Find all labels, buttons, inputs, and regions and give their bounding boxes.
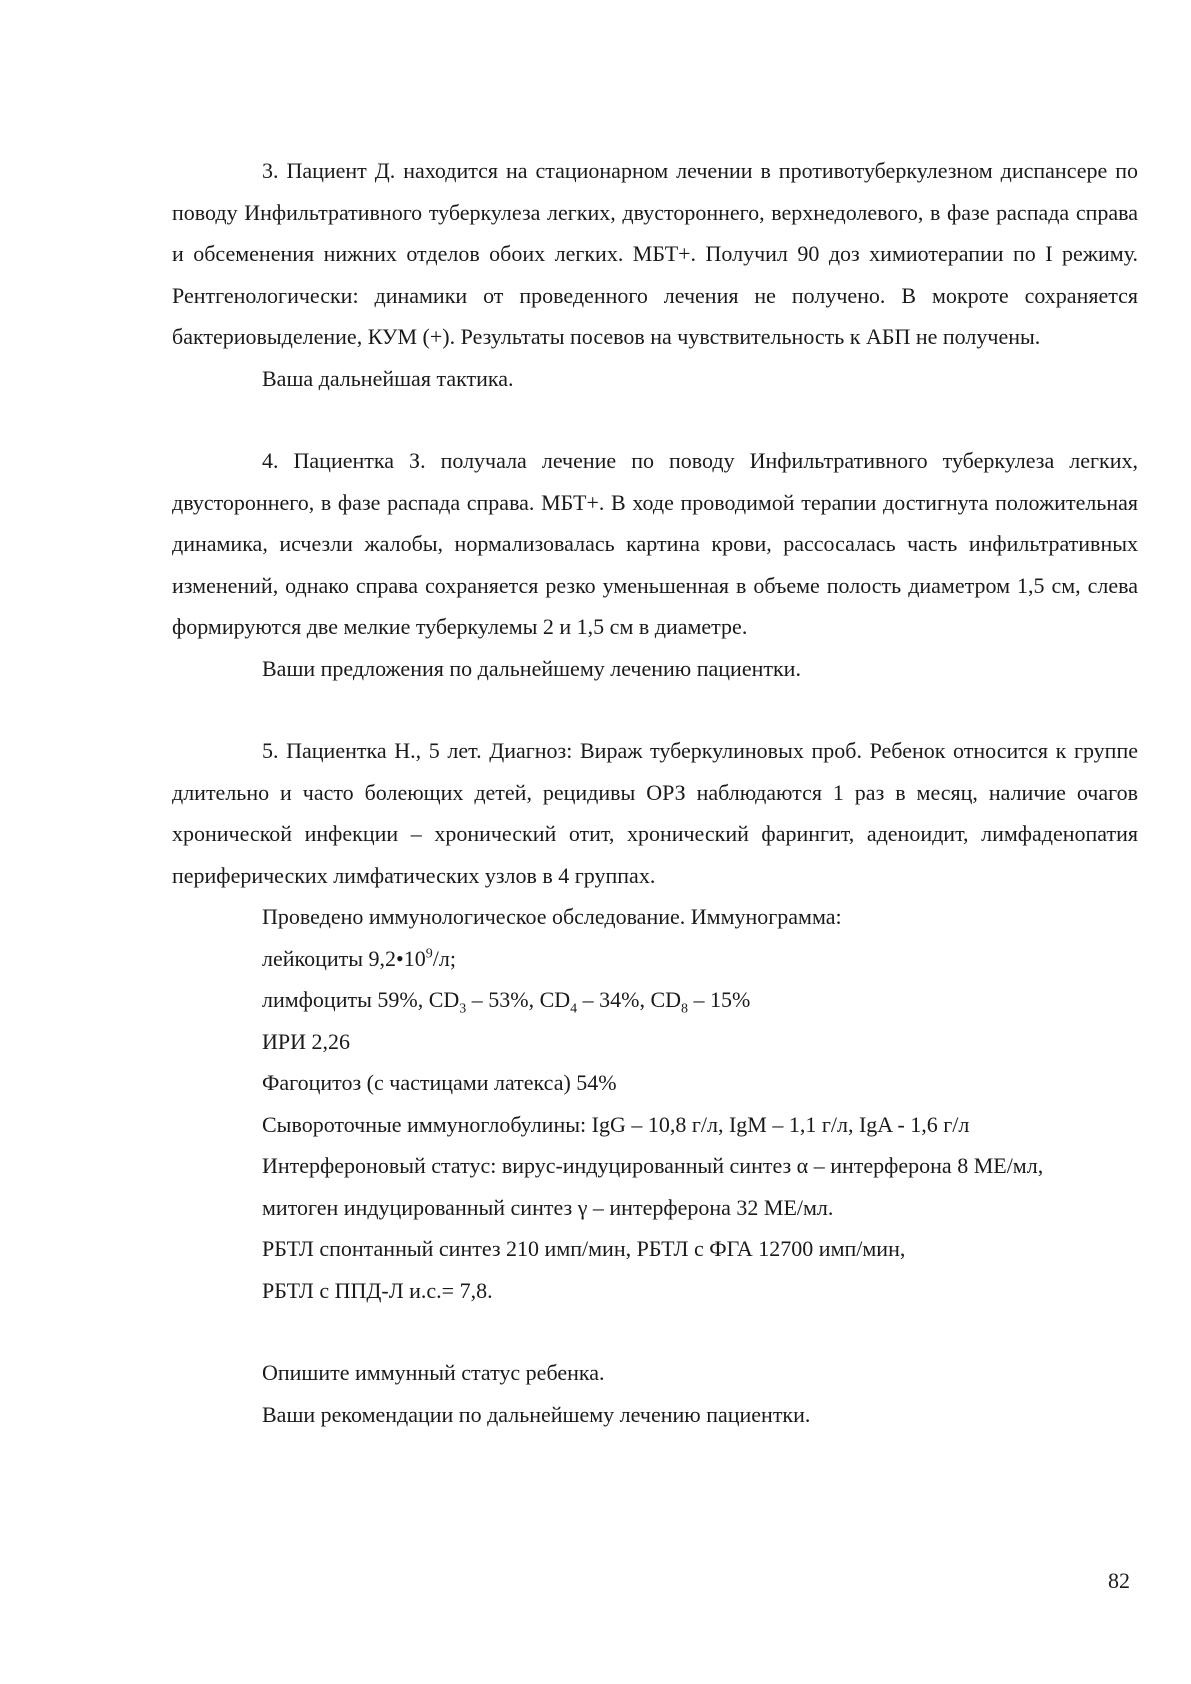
spacer xyxy=(172,1311,1138,1352)
cd4-subscript: 4 xyxy=(570,1001,578,1017)
leukocytes-exponent: 9 xyxy=(425,946,433,962)
lymphocytes-prefix: лимфоциты 59%, CD xyxy=(262,987,460,1012)
interferon-line-1: Интерфероновый статус: вирус-индуцированный синтез α – интерферона 8 МЕ/мл, xyxy=(262,1153,1044,1178)
spacer xyxy=(172,689,1138,730)
case-4-text: 4. Пациентка З. получала лечение по поводу Инфильтративного туберкулеза легких, двустороннего, в фазе распада справа. МБТ+. В ходе проводимой терапии достигнута положительная динамика, исчезли жалобы, нормализовалась картина крови, рассосалась часть инфильтративных изменений, однако справа сохраняется резко уменьшенная в объеме полость диаметром 1,5 см, слева формируются две мелкие туберкулемы 2 и 1,5 см в диаметре. xyxy=(172,448,1138,639)
cd3-subscript: 3 xyxy=(459,1001,467,1017)
case-5-question-2: Ваши рекомендации по дальнейшему лечению пациентки. xyxy=(262,1401,811,1427)
phagocytosis-line: Фагоцитоз (с частицами латекса) 54% xyxy=(262,1070,617,1095)
leukocytes-value: лейкоциты 9,2•10 xyxy=(262,945,426,971)
case-4-question: Ваши предложения по дальнейшему лечению пациентки. xyxy=(262,655,801,681)
immunogram-intro: Проведено иммунологическое обследование. Иммунограмма: xyxy=(262,904,842,929)
case-3-text: 3. Пациент Д. находится на стационарном лечении в противотуберкулезном диспансере по поводу Инфильтративного туберкулеза легких, двустороннего, верхнедолевого, в фазе распада справа и обсеменения нижних отделов обоих легких. МБТ+. Получил 90 доз химиотерапии по I режиму. Рентгенологически: динамики от проведенного лечения не получено. В мокроте сохраняется бактериовыделение, КУМ (+). Результаты посевов на чувствительность к АБП не получены. xyxy=(172,158,1138,349)
rbtl-line-2: РБТЛ с ППД-Л и.с.= 7,8. xyxy=(262,1277,493,1303)
immunoglobulins-line: Сывороточные иммуноглобулины: IgG – 10,8 г/л, IgM – 1,1 г/л, IgA - 1,6 г/л xyxy=(262,1111,970,1137)
page-body xyxy=(172,150,1138,1435)
case-5-question-1: Опишите иммунный статус ребенка. xyxy=(262,1360,605,1385)
cd8-subscript: 8 xyxy=(681,1001,689,1017)
cd3-value: – 53%, CD xyxy=(466,987,571,1012)
case-5-text: 5. Пациентка Н., 5 лет. Диагноз: Вираж туберкулиновых проб. Ребенок относится к группе длительно и часто болеющих детей, рецидивы ОРЗ наблюдаются 1 раз в месяц, наличие очагов хронической инфекции – хронический отит, хронический фарингит, аденоидит, лимфаденопатия периферических лимфатических узлов в 4 группах. xyxy=(172,738,1138,888)
case-3-question: Ваша дальнейшая тактика. xyxy=(262,365,514,391)
iri-line: ИРИ 2,26 xyxy=(262,1028,351,1054)
leukocytes-unit: /л; xyxy=(432,945,456,971)
spacer xyxy=(172,399,1138,440)
leukocytes-line xyxy=(172,938,1138,980)
rbtl-line-1: РБТЛ спонтанный синтез 210 имп/мин, РБТЛ с ФГА 12700 имп/мин, xyxy=(262,1236,906,1261)
lymphocytes-line xyxy=(172,979,1138,1021)
interferon-line-2: митоген индуцированный синтез γ – интерферона 32 МЕ/мл. xyxy=(262,1194,834,1220)
cd8-value: – 15% xyxy=(688,987,751,1012)
page-number: 82 xyxy=(1108,1568,1130,1593)
cd4-value: – 34%, CD xyxy=(577,987,682,1012)
